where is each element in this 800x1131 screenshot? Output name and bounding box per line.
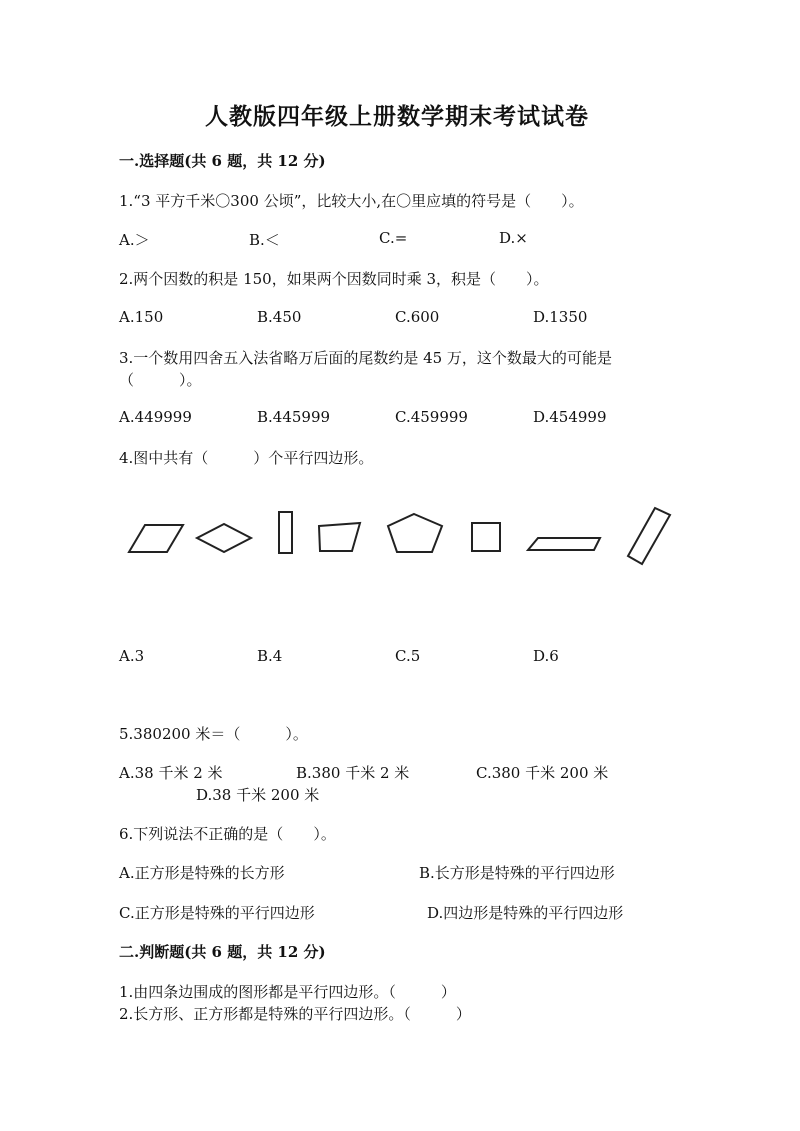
q4-option-c[interactable]: C.5 — [395, 647, 421, 665]
q2-option-c[interactable]: C.600 — [395, 308, 440, 326]
shape-rhombus — [197, 524, 251, 552]
q2-option-b[interactable]: B.450 — [257, 308, 302, 326]
q4-option-d[interactable]: D.6 — [533, 647, 559, 665]
q5-option-a[interactable]: A.38 千米 2 米 — [119, 764, 223, 782]
q6-option-b[interactable]: B.长方形是特殊的平行四边形 — [419, 864, 615, 882]
q6-option-a[interactable]: A.正方形是特殊的长方形 — [119, 864, 285, 882]
shape-parallelogram-1 — [129, 525, 183, 552]
q3-option-a[interactable]: A.449999 — [119, 408, 192, 426]
question-4: 4.图中共有（ ）个平行四边形。 — [119, 449, 374, 467]
q3-option-d[interactable]: D.454999 — [533, 408, 607, 426]
q2-option-a[interactable]: A.150 — [119, 308, 164, 326]
question-5: 5.380200 米＝（ ）。 — [119, 725, 308, 743]
page-title: 人教版四年级上册数学期末考试试卷 — [205, 103, 589, 130]
shape-parallelogram-2 — [528, 538, 600, 550]
shape-trapezoid — [319, 523, 360, 551]
q2-option-d[interactable]: D.1350 — [533, 308, 588, 326]
shape-slanted-rectangle — [628, 508, 670, 564]
q1-option-a[interactable]: A.＞ — [119, 231, 150, 249]
section-heading-judge: 二.判断题(共 6 题，共 12 分) — [119, 943, 326, 961]
q4-option-a[interactable]: A.3 — [119, 647, 145, 665]
judge-question-1: 1.由四条边围成的图形都是平行四边形。（ ） — [119, 983, 456, 1001]
q3-option-c[interactable]: C.459999 — [395, 408, 468, 426]
question-3-line-2: （ ）。 — [119, 371, 202, 389]
judge-question-2: 2.长方形、正方形都是特殊的平行四边形。（ ） — [119, 1005, 471, 1023]
q6-option-d[interactable]: D.四边形是特殊的平行四边形 — [427, 904, 624, 922]
question-6: 6.下列说法不正确的是（ ）。 — [119, 825, 336, 843]
q5-option-c[interactable]: C.380 千米 200 米 — [476, 764, 609, 782]
shapes-figure — [0, 495, 800, 575]
question-3-line-1: 3.一个数用四舍五入法省略万后面的尾数约是 45 万，这个数最大的可能是 — [119, 349, 612, 367]
section-heading-choice: 一.选择题(共 6 题，共 12 分) — [119, 152, 326, 170]
q6-option-c[interactable]: C.正方形是特殊的平行四边形 — [119, 904, 315, 922]
q3-option-b[interactable]: B.445999 — [257, 408, 331, 426]
q4-option-b[interactable]: B.4 — [257, 647, 283, 665]
q1-option-c[interactable]: C.= — [379, 229, 408, 247]
q5-option-b[interactable]: B.380 千米 2 米 — [296, 764, 410, 782]
q1-option-b[interactable]: B.＜ — [249, 231, 280, 249]
question-2: 2.两个因数的积是 150，如果两个因数同时乘 3，积是（ ）。 — [119, 270, 549, 288]
question-1: 1.“3 平方千米〇300 公顷”，比较大小,在〇里应填的符号是（ ）。 — [119, 192, 584, 210]
shape-tall-rectangle — [279, 512, 292, 553]
shape-pentagon — [388, 514, 442, 552]
q5-option-d[interactable]: D.38 千米 200 米 — [196, 786, 320, 804]
shape-square — [472, 523, 500, 551]
q1-option-d[interactable]: D.× — [499, 229, 528, 247]
